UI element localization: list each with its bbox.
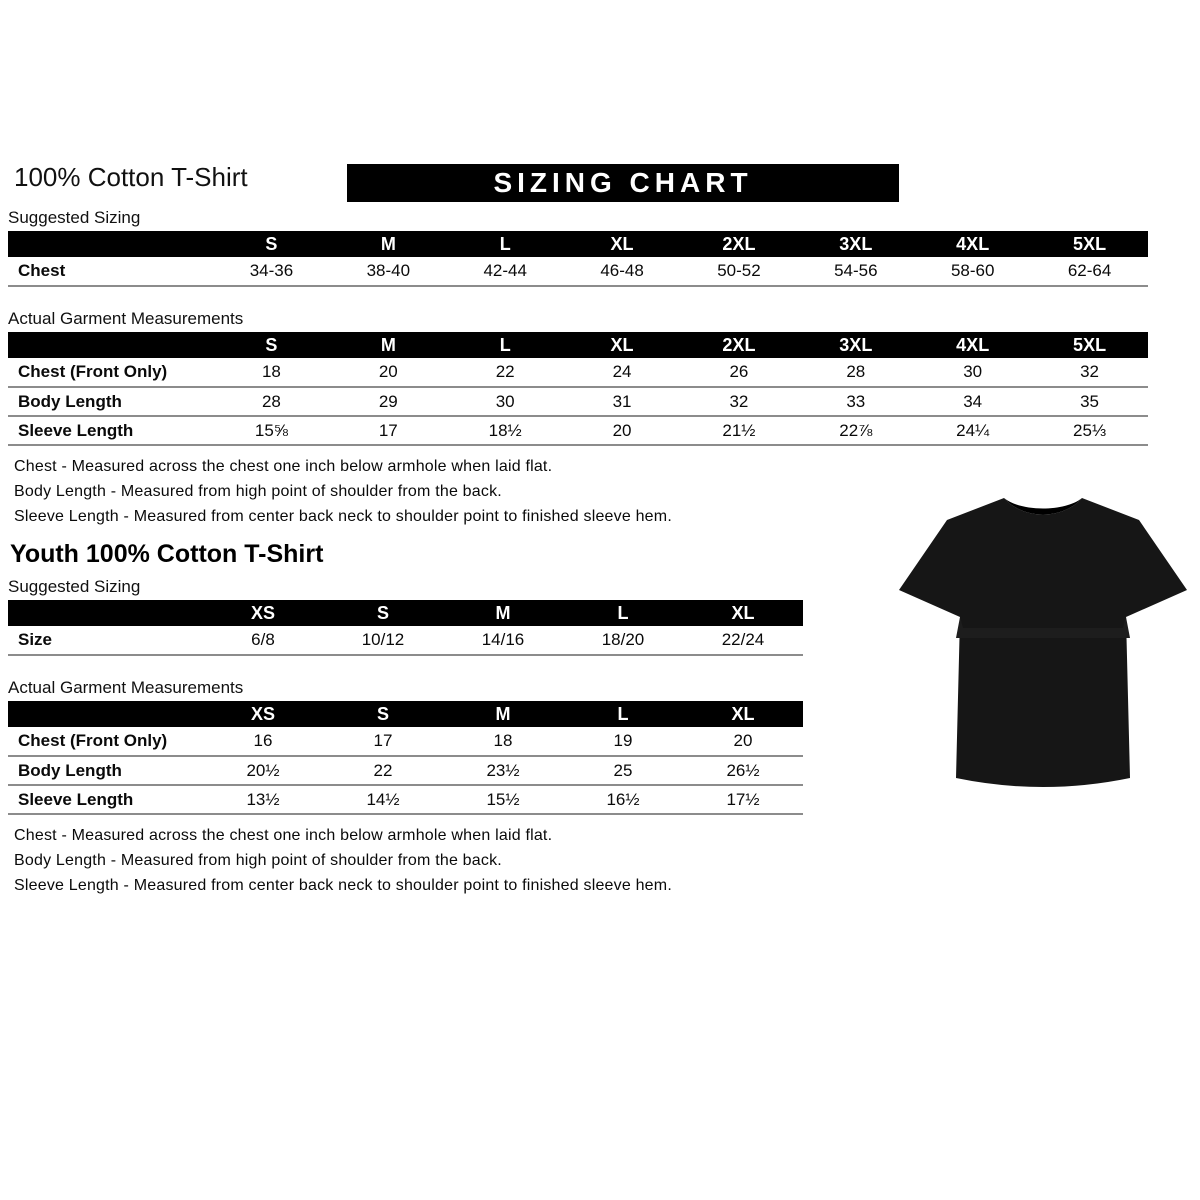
column-header-m: M <box>443 701 563 727</box>
measurement-cell: 58-60 <box>950 261 995 280</box>
column-header-xl: XL <box>564 332 681 358</box>
row-label: Chest (Front Only) <box>18 731 168 750</box>
column-header-l: L <box>447 332 564 358</box>
row-label: Sleeve Length <box>18 420 134 440</box>
measurement-cell: 30 <box>963 362 983 381</box>
header-row <box>8 231 1148 257</box>
table-row <box>8 387 1148 416</box>
measurement-cell: 15⅝ <box>254 420 288 440</box>
column-header-m: M <box>443 600 563 626</box>
measurement-cell: 26 <box>729 362 749 381</box>
column-header-2xl: 2XL <box>681 332 798 358</box>
column-header-xl: XL <box>564 231 681 257</box>
column-header-3xl: 3XL <box>797 231 914 257</box>
measurement-cell: 18 <box>493 731 513 750</box>
measurement-cell: 46-48 <box>600 261 644 280</box>
measurement-cell: 24 <box>612 362 632 381</box>
measurement-cell: 22 <box>495 362 515 381</box>
adult-suggested-table <box>8 231 1148 287</box>
measurement-cell: 31 <box>612 391 632 411</box>
column-header-xl: XL <box>683 701 803 727</box>
column-header-m: M <box>330 332 447 358</box>
row-label: Chest (Front Only) <box>18 362 168 381</box>
row-label: Size <box>18 630 53 649</box>
black-tshirt-icon <box>893 478 1193 818</box>
row-label: Chest <box>18 261 66 280</box>
column-header-4xl: 4XL <box>914 332 1031 358</box>
measurement-cell: 26½ <box>726 760 760 780</box>
column-header-xl: XL <box>683 600 803 626</box>
youth-actual-label: Actual Garment Measurements <box>8 678 244 697</box>
table-row <box>8 756 803 785</box>
column-header-label <box>8 231 213 257</box>
measurement-cell: 20 <box>733 731 753 750</box>
column-header-2xl: 2XL <box>681 231 798 257</box>
column-header-m: M <box>330 231 447 257</box>
note-body-length: Body Length - Measured from high point of shoulder from the back. <box>14 483 502 500</box>
column-header-4xl: 4XL <box>914 231 1031 257</box>
measurement-cell: 32 <box>729 391 749 411</box>
measurement-cell: 19 <box>613 731 633 750</box>
measurement-cell: 17½ <box>726 789 760 809</box>
note-sleeve-length: Sleeve Length - Measured from center back neck to shoulder point to finished sleeve hem. <box>14 877 672 894</box>
measurement-cell: 25⅓ <box>1073 420 1107 440</box>
measurement-cell: 16½ <box>606 789 640 809</box>
note-sleeve-length: Sleeve Length - Measured from center back neck to shoulder point to finished sleeve hem. <box>14 508 672 525</box>
youth-actual-table <box>8 701 803 815</box>
measurement-cell: 62-64 <box>1067 261 1112 280</box>
measurement-cell: 18/20 <box>601 630 645 649</box>
column-header-xs: XS <box>203 701 323 727</box>
measurement-cell: 22⅞ <box>839 420 873 440</box>
measurement-cell: 23½ <box>486 760 520 780</box>
measurement-cell: 6/8 <box>251 630 275 649</box>
measurement-cell: 14/16 <box>481 630 525 649</box>
measurement-cell: 29 <box>378 391 398 411</box>
measurement-cell: 32 <box>1080 362 1100 381</box>
measurement-cell: 33 <box>846 391 866 411</box>
measurement-cell: 18½ <box>488 420 522 440</box>
measurement-cell: 35 <box>1080 391 1100 411</box>
header-row <box>8 600 803 626</box>
column-header-label <box>8 332 213 358</box>
measurement-cell: 21½ <box>722 420 756 440</box>
measurement-cell: 20 <box>612 420 632 440</box>
measurement-cell: 34 <box>963 391 983 411</box>
adult-actual-table <box>8 332 1148 446</box>
header-row <box>8 701 803 727</box>
column-header-s: S <box>213 231 330 257</box>
measurement-cell: 18 <box>261 362 281 381</box>
tshirt-image <box>893 478 1193 818</box>
measurement-cell: 28 <box>261 391 281 411</box>
column-header-xs: XS <box>203 600 323 626</box>
measurement-cell: 16 <box>253 731 273 750</box>
table-row <box>8 358 1148 387</box>
column-header-s: S <box>323 701 443 727</box>
note-chest: Chest - Measured across the chest one inch below armhole when laid flat. <box>14 827 553 844</box>
measurement-cell: 22/24 <box>721 630 765 649</box>
table-row <box>8 785 803 814</box>
note-body-length: Body Length - Measured from high point of shoulder from the back. <box>14 852 502 869</box>
measurement-cell: 54-56 <box>834 261 878 280</box>
column-header-5xl: 5XL <box>1031 231 1148 257</box>
table-row <box>8 416 1148 445</box>
measurement-cell: 30 <box>495 391 515 411</box>
measurement-cell: 13½ <box>246 789 280 809</box>
row-label: Sleeve Length <box>18 789 134 809</box>
header-row <box>8 332 1148 358</box>
table-row <box>8 727 803 756</box>
measurement-cell: 20½ <box>246 760 280 780</box>
measurement-cell: 17 <box>373 731 393 750</box>
measurement-cell: 34-36 <box>249 261 294 280</box>
column-header-s: S <box>323 600 443 626</box>
adult-title: 100% Cotton T-Shirt <box>14 162 248 192</box>
measurement-cell: 28 <box>846 362 866 381</box>
column-header-label <box>8 701 203 727</box>
youth-notes <box>14 827 1200 895</box>
top-row <box>0 160 1200 200</box>
measurement-cell: 50-52 <box>717 261 761 280</box>
row-label: Body Length <box>18 391 122 411</box>
adult-suggested-label: Suggested Sizing <box>8 208 141 227</box>
measurement-cell: 22 <box>373 760 393 780</box>
column-header-3xl: 3XL <box>797 332 914 358</box>
column-header-s: S <box>213 332 330 358</box>
measurement-cell: 20 <box>378 362 398 381</box>
column-header-5xl: 5XL <box>1031 332 1148 358</box>
measurement-cell: 17 <box>378 420 398 440</box>
column-header-l: L <box>563 600 683 626</box>
table-row <box>8 257 1148 286</box>
column-header-label <box>8 600 203 626</box>
youth-title: Youth 100% Cotton T-Shirt <box>10 540 324 568</box>
note-chest: Chest - Measured across the chest one inch below armhole when laid flat. <box>14 458 553 475</box>
measurement-cell: 15½ <box>486 789 520 809</box>
measurement-cell: 25 <box>613 760 633 780</box>
table-row <box>8 626 803 655</box>
youth-suggested-table <box>8 600 803 656</box>
measurement-cell: 38-40 <box>366 261 411 280</box>
measurement-cell: 10/12 <box>361 630 405 649</box>
measurement-cell: 24¼ <box>956 420 990 440</box>
adult-actual-label: Actual Garment Measurements <box>8 309 244 328</box>
row-label: Body Length <box>18 760 122 780</box>
youth-suggested-label: Suggested Sizing <box>8 577 141 596</box>
sizing-chart-banner: SIZING CHART <box>347 164 899 202</box>
column-header-l: L <box>563 701 683 727</box>
measurement-cell: 42-44 <box>483 261 527 280</box>
column-header-l: L <box>447 231 564 257</box>
measurement-cell: 14½ <box>366 789 400 809</box>
